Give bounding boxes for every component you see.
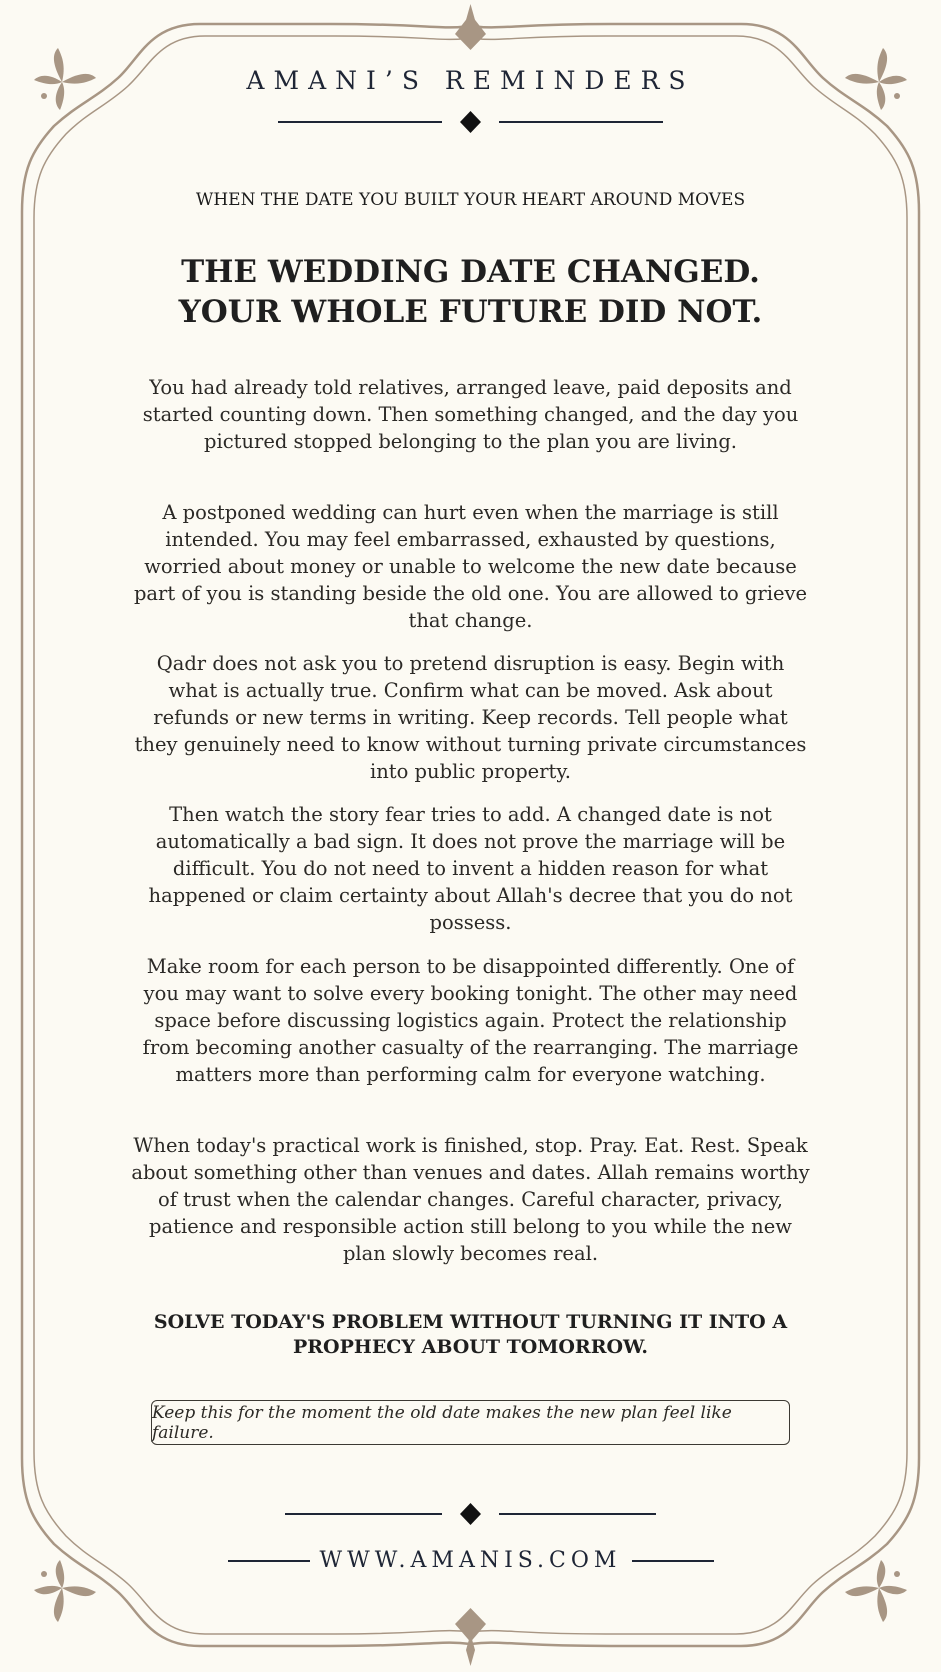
paragraph: Make room for each person to be disappointed differently. One of you may want to solve every booking tonight. The other may need space before discussing logistics again. Protect the relationship from becoming another casualty of the rearranging. The marriage matters more than performing calm for everyone watching. [142,955,799,1086]
article-kicker: WHEN THE DATE YOU BUILT YOUR HEART AROUND MOVES [195,190,746,210]
paragraph: Then watch the story fear tries to add. A changed date is not automatically a bad sign. It does not prove the marriage will be difficult. You do not need to invent a hidden reason for what happened or claim certainty about Allah's decree that you do not possess. [148,803,793,934]
website-link[interactable]: WWW.AMANIS.COM [319,1548,622,1573]
paragraph: When today's practical work is finished, stop. Pray. Eat. Rest. Speak about something other than venues and dates. Allah remains worthy of trust when the calendar changes. Careful character, privacy, patience and responsible action still belong to you while the new plan slowly becomes real. [131,1134,810,1265]
closing-statement: SOLVE TODAY'S PROBLEM WITHOUT TURNING IT INTO A PROPHECY ABOUT TOMORROW. [153,1311,788,1358]
paragraph: A postponed wedding can hurt even when the marriage is still intended. You may feel embarrassed, exhausted by questions, worried about money or unable to welcome the new date because part of you is standing beside the old one. You are allowed to grieve that change. [133,501,808,632]
footer-divider [285,1503,656,1525]
brand-title: AMANI’S REMINDERS [246,66,695,95]
paragraph: Qadr does not ask you to pretend disruption is easy. Begin with what is actually true. Confirm what can be moved. Ask about refunds or new terms in writing. Keep records. Tell people what they genuinely need to know without turning private circumstances into public property. [134,652,807,783]
note-text: Keep this for the moment the old date makes the new plan feel like failure. [152,1402,732,1443]
header-divider [278,111,663,133]
note-box [151,1400,790,1445]
diamond-ornament-icon [455,1608,486,1666]
article-headline: THE WEDDING DATE CHANGED. YOUR WHOLE FUTURE DID NOT. [178,254,763,330]
paragraph: You had already told relatives, arranged leave, paid deposits and started counting down. Then something changed, and the day you pictured stopped belonging to the plan you are living. [142,376,799,453]
